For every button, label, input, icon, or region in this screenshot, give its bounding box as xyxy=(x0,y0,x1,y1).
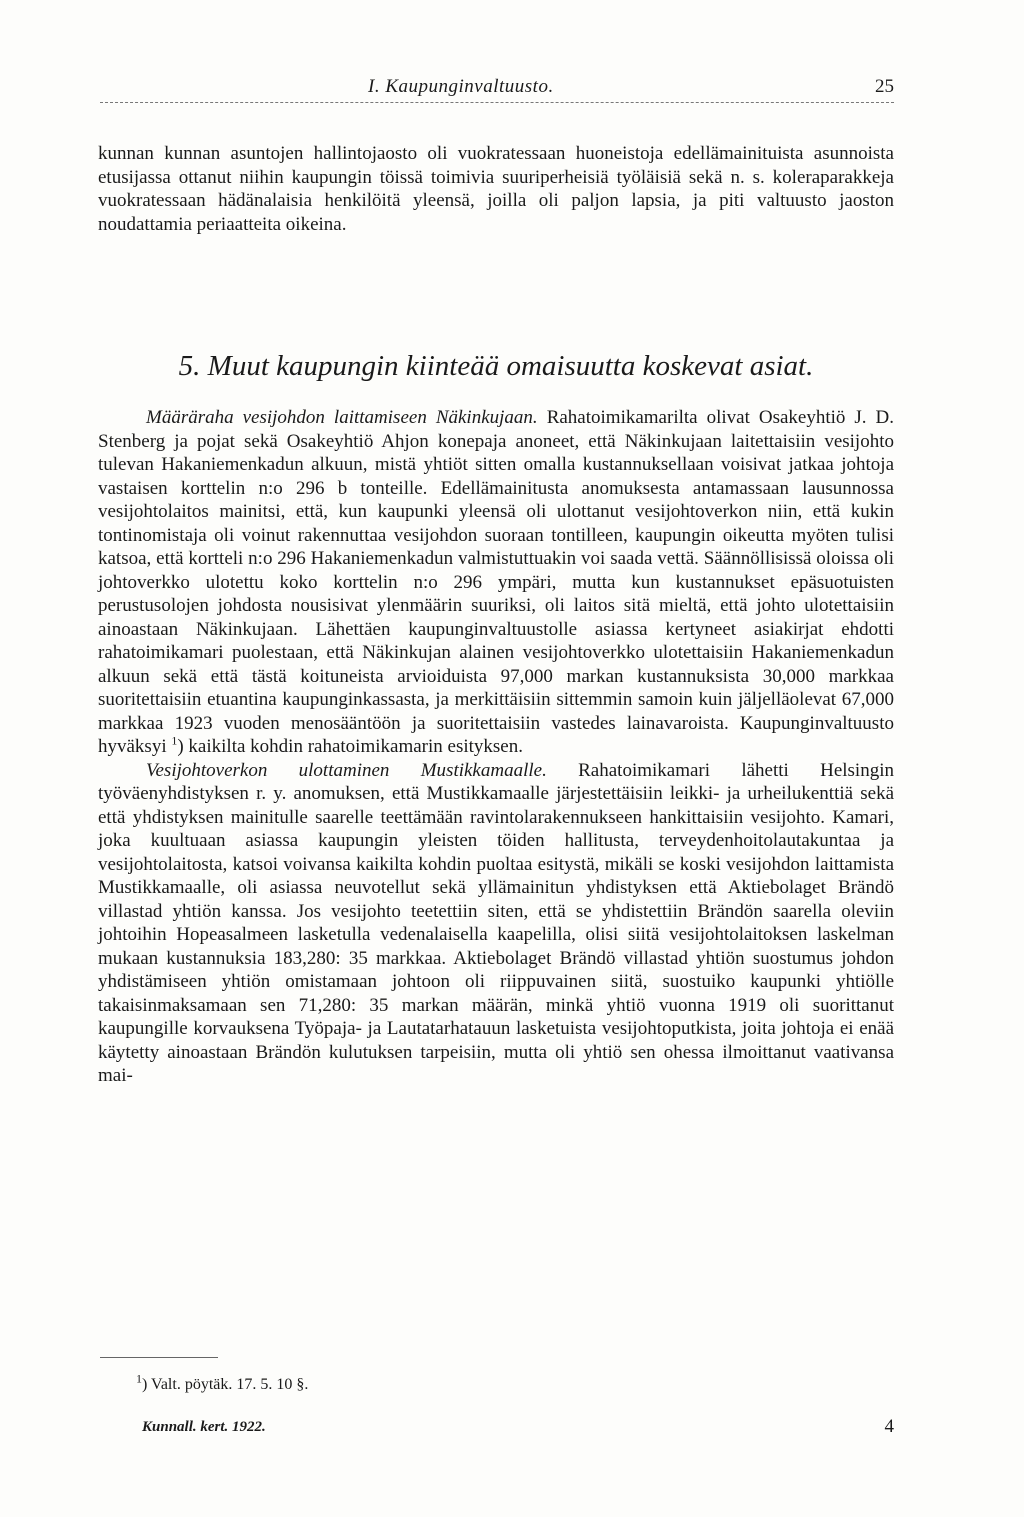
signature-mark: Kunnall. kert. 1922. xyxy=(142,1419,266,1435)
item-text-end: ) kaikilta kohdin rahatoimikamarin esityksen. xyxy=(177,736,523,757)
item-paragraph xyxy=(98,406,894,759)
sheet-number: 4 xyxy=(884,1416,894,1437)
footnote-reference: 1 xyxy=(171,733,178,748)
footnote-mark: 1 xyxy=(136,1371,142,1386)
footnote xyxy=(136,1371,309,1394)
paragraph-continued xyxy=(98,142,894,236)
section-body xyxy=(98,406,894,1088)
footnote-text: ) Valt. pöytäk. 17. 5. 10 §. xyxy=(142,1376,309,1393)
paragraph-text: kunnan kunnan asuntojen hallintojaosto oli vuokratessaan huoneistoja edellämainituista asunnoista etusijassa ottanut niihin kaupungin töissä toimivia suuriperheisiä työläisiä sekä n. s. koleraparakkeja vuokratessaan hädänalaisia henkilöitä yleensä, joilla oli paljon lapsia, ja piti valtuusto jaoston noudattamia periaatteita oikeina. xyxy=(98,143,894,235)
item-paragraph xyxy=(98,759,894,1088)
footnote-rule xyxy=(100,1357,218,1358)
header-rule xyxy=(100,102,894,103)
item-text: Rahatoimikamari lähetti Helsingin työväenyhdistyksen r. y. anomuksen, että Mustikkamaalle järjestettäisiin leikki- ja urheilukenttiä sekä että yhdistyksen mainitulle saarelle teettämään ravintolarakennukseen hankittaisiin vesijohto. Kamari, joka kuultuaan asiassa kaupungin yleisten töiden hallitusta, terveydenhoitolautakuntaa ja vesijohtolaitosta, katsoi voivansa kaikilta kohdin puoltaa esitystä, mikäli se koski vesijohdon laittamista Mustikkamaalle, oli asiassa neuvotellut sekä yllämainitun yhdistyksen että Aktiebolaget Brändö villastad yhtiön kanssa. Jos vesijohto teetettiin siten, että se yhdistettiin Brändön saarella oleviin johtoihin Hopeasalmeen lasketulla vedenalaisella kaapelilla, olisi siitä vesijohtolaitoksen laskelman mukaan kustannuksia 183,280: 35 markkaa. Aktiebolaget Brändö villastad yhtiön suostumus johdon yhdistämiseen yhtiön omistamaan johtoon oli riippuvainen siitä, suostuiko kaupunki yhtiölle takaisinmaksamaan sen 71,280: 35 markan määrän, minkä yhtiö vuonna 1919 oli suorittanut kaupungille korvauksena Työpaja- ja Lautatarhatauun lasketuista vesijohtoputkista, joita johtoja ei enää käytetty ainoastaan Brändön kulutuksen tarpeisiin, mutta oli yhtiö sen ohessa ilmoittanut vaativansa mai- xyxy=(98,759,894,1086)
page-footer xyxy=(142,1418,894,1436)
document-page xyxy=(98,0,894,1517)
section-heading: 5. Muut kaupungin kiinteää omaisuutta koskevat asiat. xyxy=(178,350,814,382)
running-head xyxy=(98,76,894,102)
item-heading: Vesijohtoverkon ulottaminen Mustikkamaalle. xyxy=(146,759,547,781)
page-number: 25 xyxy=(875,76,894,97)
item-text: Rahatoimikamarilta olivat Osakeyhtiö J. D. Stenberg ja pojat sekä Osakeyhtiö Ahjon konepaja anoneet, että Näkinkujaan laitettaisiin vesijohto tulevan Hakaniemenkadun alkuun, mistä yhtiöt sitten omalla kustannuksellaan voisivat jatkaa johtoja vastaisen korttelin n:o 296 b tonteille. Edellämainitusta anomuksesta antamassaan lausunnossa vesijohtolaitos mainitsi, että, kun kaupunki yleensä oli ulottanut vesijohtoverkon niin, että kukin tontinomistaja oli voinut rakennuttaa vesijohdon suoraan tontilleen, kaupungin oikeutta myöten tulisi katsoa, että kortteli n:o 296 Hakaniemenkadun valmistuttuakin voi saada vettä. Säännöllisissä oloissa oli johtoverkko ulotettu koko korttelin n:o 296 ympäri, mutta kun kustannukset epäsuotuisten perustusolojen johdosta nousisivat ylenmäärin suuriksi, oli laitos sitä mieltä, että johto ulotettaisiin ainoastaan Näkinkujaan. Lähettäen kaupunginvaltuustolle asiassa kertyneet asiakirjat ehdotti rahatoimikamari puolestaan, että Näkinkujan alainen vesijohtoverkko ulotettaisiin Hakaniemenkadun alkuun sekä että tästä koituneista arvioiduista 97,000 markan kustannuksista 30,000 markkaa suoritettaisiin etuantina kaupunginkassasta, ja merkittäisiin sittemmin samoin kuin jäljelläolevat 67,000 markkaa 1923 vuoden menosääntöön ja suoritettaisiin vastedes lainavaroista. Kaupunginvaltuusto hyväksyi xyxy=(98,407,895,757)
running-head-title: I. Kaupunginvaltuusto. xyxy=(368,76,554,97)
item-heading: Määräraha vesijohdon laittamiseen Näkinkujaan. xyxy=(146,407,538,428)
